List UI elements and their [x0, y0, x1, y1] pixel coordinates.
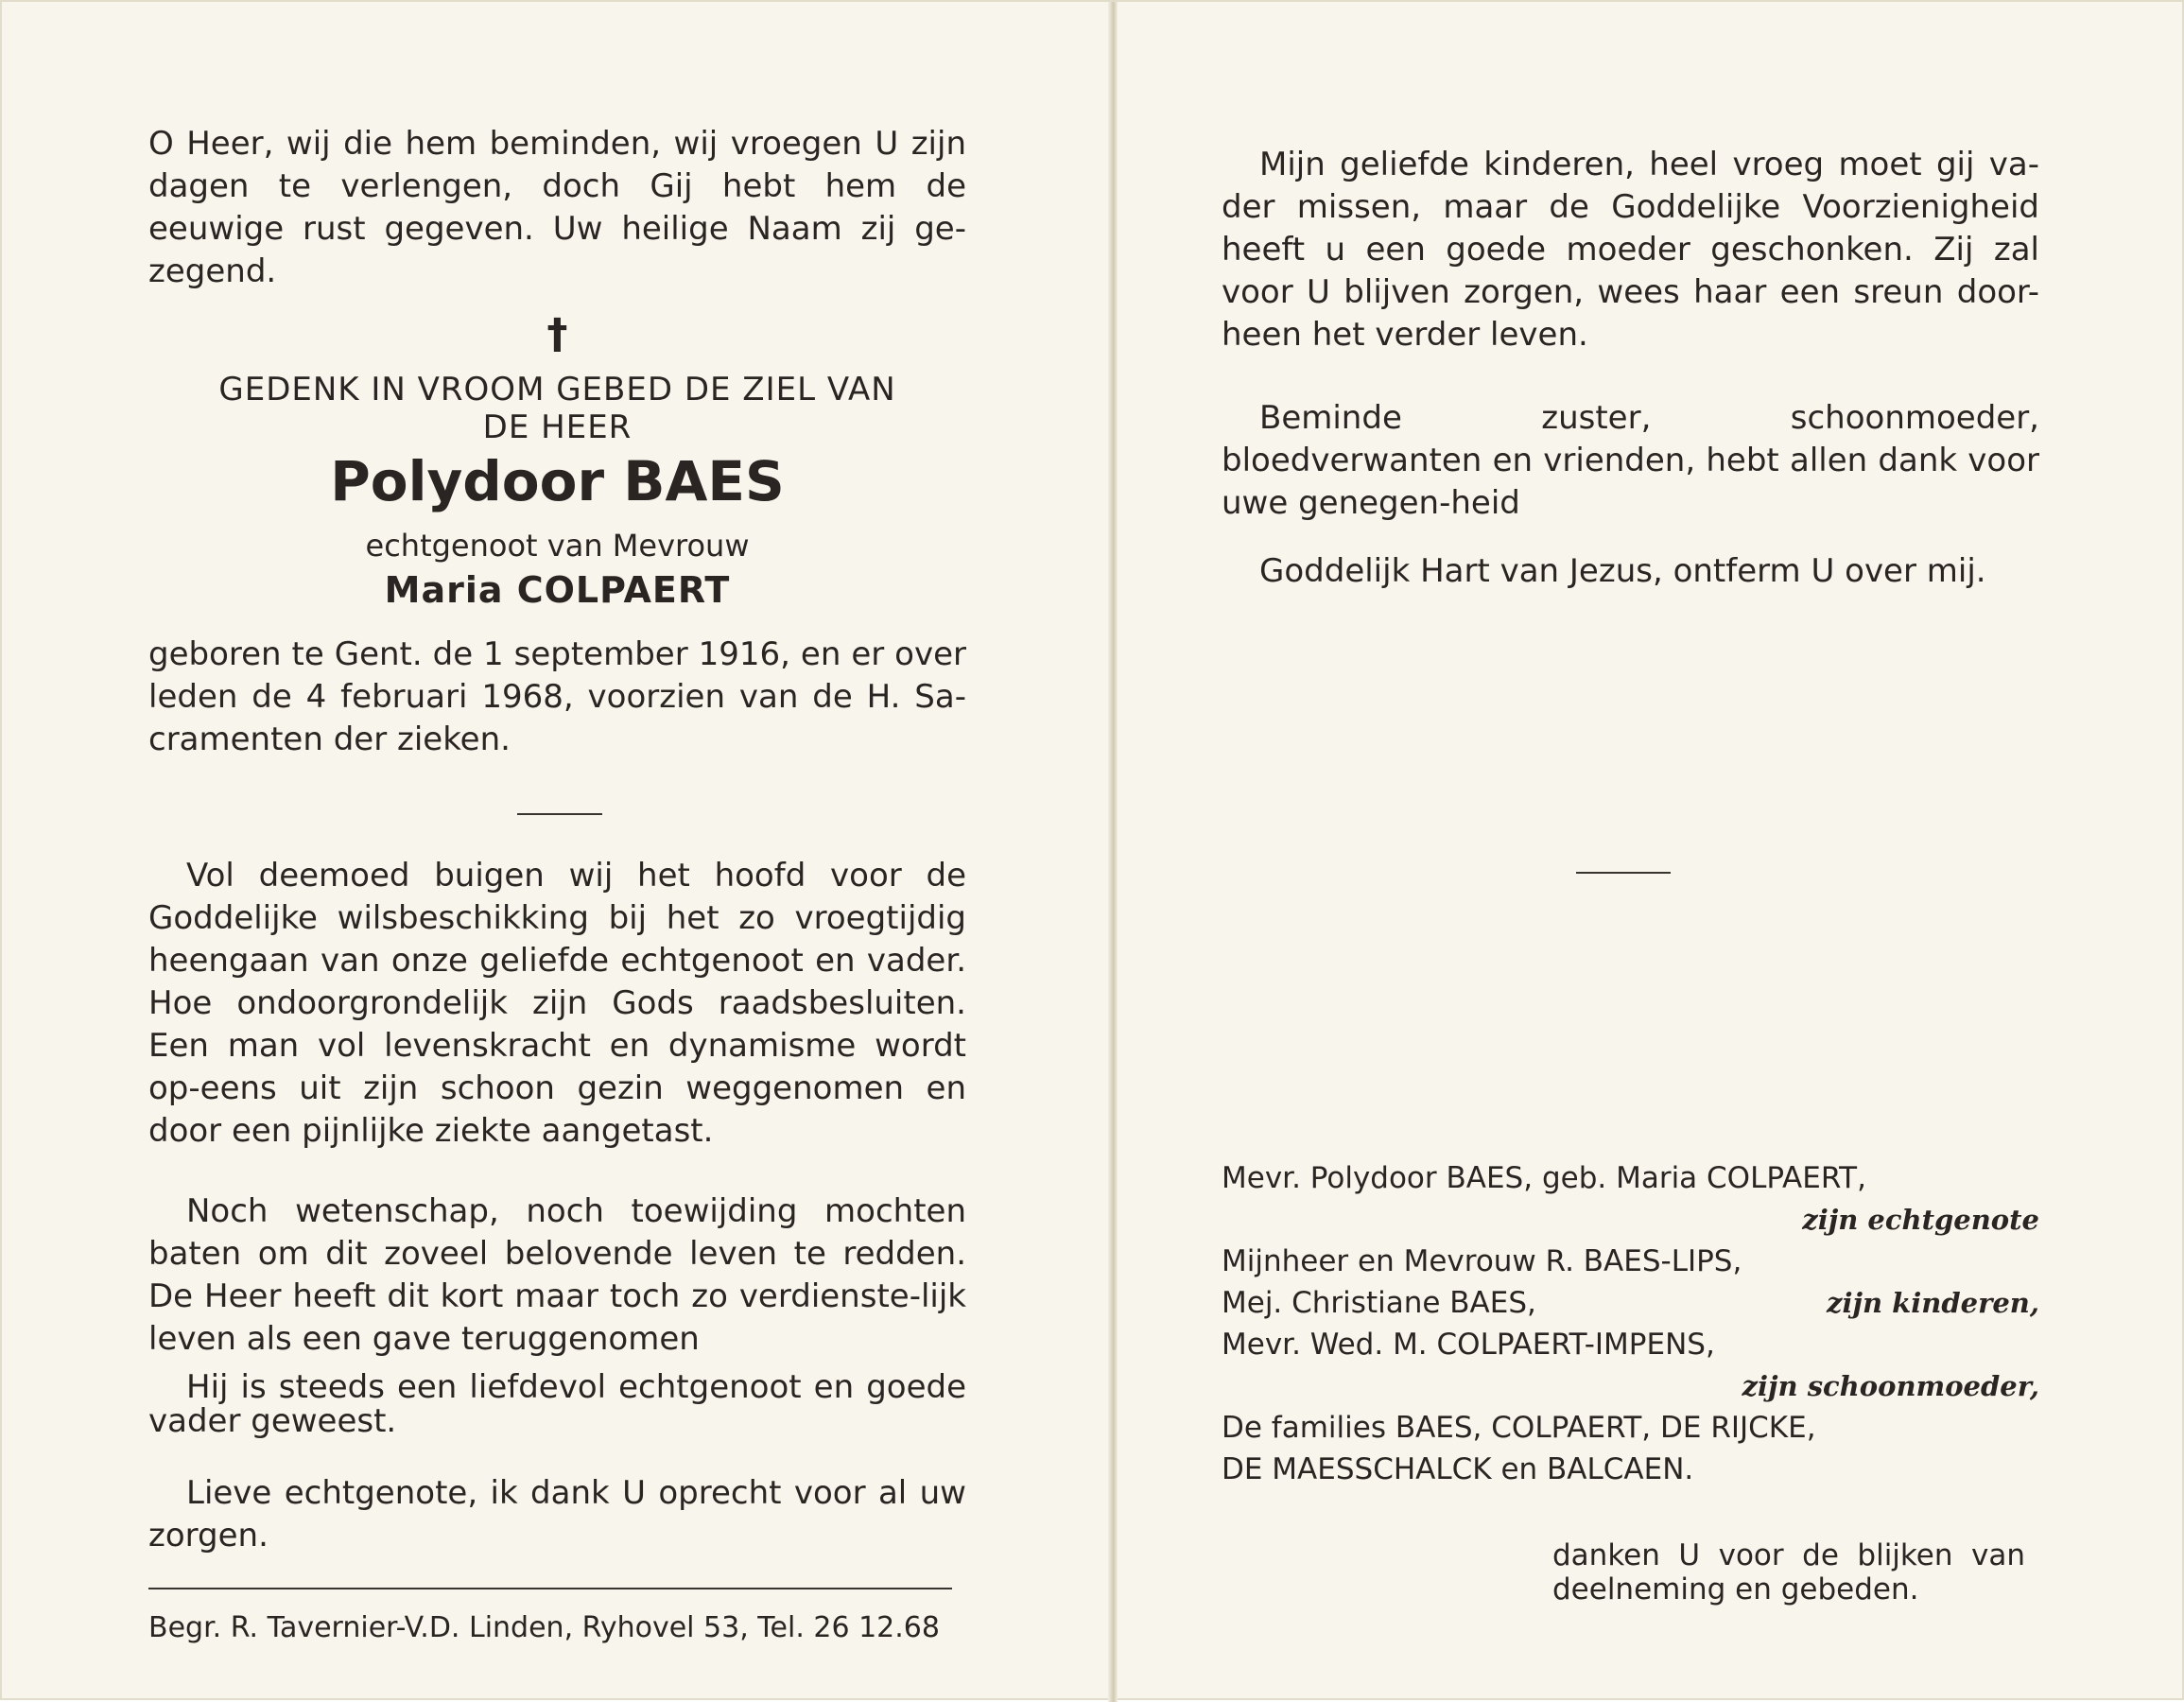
opening-prayer: O Heer, wij die hem beminden, wij vroegen U zijn dagen te verlengen, doch Gij hebt hem de eeuwige rust gegeven. Uw heilige Naam zij ge-zegend.	[148, 125, 966, 290]
divider	[1576, 872, 1671, 874]
family-list	[1222, 1157, 2039, 1490]
family-row	[1222, 1282, 2039, 1324]
printer-credit: Begr. R. Tavernier-V.D. Linden, Ryhovel 53, Tel. 26 12.68	[148, 1611, 940, 1644]
family-row	[1222, 1449, 2039, 1490]
family-name: De families BAES, COLPAERT, DE RIJCKE,	[1222, 1411, 1816, 1445]
family-name: Mijnheer en Mevrouw R. BAES-LIPS,	[1222, 1244, 1742, 1278]
family-row	[1222, 1241, 2039, 1282]
family-row	[1222, 1324, 2039, 1365]
thanks-text: danken U voor de blijken van deelneming en gebeden.	[1552, 1538, 2025, 1606]
remembrance-line: GEDENK IN VROOM GEBED DE ZIEL VAN	[218, 371, 896, 408]
family-row	[1222, 1407, 2039, 1449]
tribute-paragraph-2: Noch wetenschap, noch toewijding mochten baten om dit zoveel belovende leven te redden. De Heer heeft dit kort maar toch zo verdienste-lijk leven als een gave teruggenomen	[148, 1192, 966, 1358]
closing-invocation: Goddelijk Hart van Jezus, ontferm U over mij.	[1259, 552, 1986, 590]
family-row	[1222, 1199, 2039, 1241]
spouse-name: Maria COLPAERT	[384, 569, 731, 611]
family-role: zijn schoonmoeder,	[1742, 1370, 2039, 1402]
spouse-intro: echtgenoot van Mevrouw	[365, 528, 750, 564]
cross-icon: †	[546, 310, 568, 358]
family-role: zijn echtgenote	[1802, 1204, 2039, 1236]
tribute-paragraph-3: Hij is steeds een liefdevol echtgenoot en goede vader geweest.	[148, 1368, 966, 1440]
tribute-paragraph-4: Lieve echtgenote, ik dank U oprecht voor al uw zorgen.	[148, 1474, 966, 1554]
family-role: zijn kinderen,	[1827, 1287, 2039, 1319]
birth-death-text: geboren te Gent. de 1 september 1916, en er over leden de 4 februari 1968, voorzien van de H. Sa-cramenten der zieken.	[148, 635, 966, 758]
message-paragraph-1: Mijn geliefde kinderen, heel vroeg moet gij va-der missen, maar de Goddelijke Voorzienigheid heeft u een goede moeder geschonken. Zij zal voor U blijven zorgen, wees haar een sreun door-heen het verder leven.	[1222, 146, 2039, 354]
deceased-name: Polydoor BAES	[330, 449, 785, 513]
family-row	[1222, 1157, 2039, 1199]
family-name: Mevr. Wed. M. COLPAERT-IMPENS,	[1222, 1328, 1715, 1362]
tribute-paragraph-1: Vol deemoed buigen wij het hoofd voor de Goddelijke wilsbeschikking bij het zo vroegtijdig heengaan van onze geliefde echtgenoot en vader. Hoe ondoorgrondelijk zijn Gods raadsbesluiten. Een man vol levenskracht en dynamisme wordt op-eens uit zijn schoon gezin weggenomen en door een pijnlijke ziekte aangetast.	[148, 857, 966, 1150]
family-row	[1222, 1365, 2039, 1407]
family-name: Mevr. Polydoor BAES, geb. Maria COLPAERT,	[1222, 1161, 1866, 1195]
footer-rule	[148, 1588, 952, 1589]
card-fold	[1108, 2, 1118, 1702]
message-paragraph-2: Beminde zuster, schoonmoeder, bloedverwanten en vrienden, hebt allen dank voor uwe genegen-heid	[1222, 399, 2039, 522]
divider	[517, 813, 602, 815]
family-name: DE MAESSCHALCK en BALCAEN.	[1222, 1452, 1694, 1486]
remembrance-title: DE HEER	[482, 408, 633, 446]
family-name: Mej. Christiane BAES,	[1222, 1286, 1536, 1320]
